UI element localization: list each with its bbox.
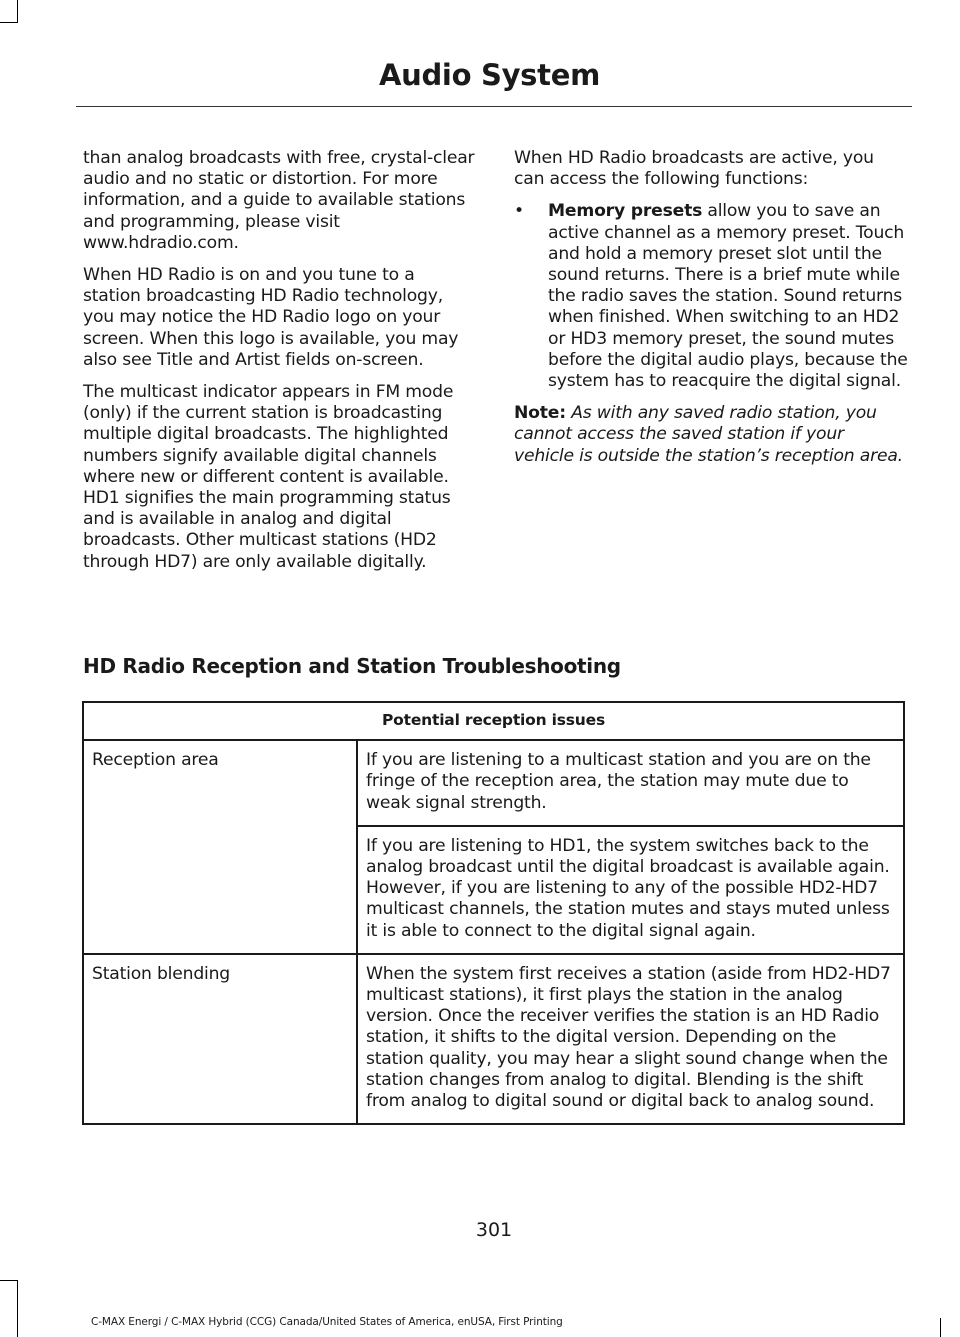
note [514, 403, 908, 467]
crop-mark-bottom-right [940, 1318, 941, 1337]
paragraph: When HD Radio is on and you tune to a station broadcasting HD Radio technology, you may notice the HD Radio logo on your screen. When this logo is available, you may also see Title and Artist fields on-screen. [83, 265, 459, 370]
table-cell-label: Reception area [83, 740, 357, 954]
table-cell-text: When the system first receives a station (aside from HD2-HD7 multicast stations), it first plays the station in the analog version. Once the receiver verifies the station is an HD Radio station, it shifts to the digital version. Depending on the station quality, you may hear a slight sound change when the station changes from analog to digital. Blending is the shift from analog to digital sound or digital back to analog sound. [357, 954, 904, 1124]
paragraph: When HD Radio broadcasts are active, you can access the following functions: [514, 148, 874, 190]
reception-table [82, 701, 905, 1125]
left-column [83, 148, 475, 584]
table-cell-text: If you are listening to HD1, the system switches back to the analog broadcast until the digital broadcast is available again. However, if you are listening to any of the possible HD2-HD7 multicast channels, the station mutes and stays muted unless it is able to connect to the digital signal again. [357, 826, 904, 954]
crop-mark-top-left [0, 22, 17, 23]
right-column [514, 148, 908, 478]
section-heading: HD Radio Reception and Station Troubleshooting [83, 654, 621, 678]
note-text: As with any saved radio station, you cannot access the saved station if your vehicle is outside the station’s reception area. [514, 403, 903, 466]
page-number: 301 [475, 1219, 513, 1241]
paragraph: The multicast indicator appears in FM mode (only) if the current station is broadcasting multiple digital broadcasts. The highlighted numbers signify available digital channels where new or different content is available. HD1 signifies the main programming status and is available in analog and digital broadcasts. Other multicast stations (HD2 through HD7) are only available digitally. [83, 382, 454, 572]
header-rule [76, 106, 912, 107]
page-title: Audio System [378, 58, 600, 92]
bullet-term: Memory presets [548, 201, 703, 222]
table-cell-label: Station blending [83, 954, 357, 1124]
paragraph: than analog broadcasts with free, crystal-clear audio and no static or distortion. For more information, and a guide to available stations and programming, please visit www.hdradio.com. [83, 148, 475, 253]
bullet-body: allow you to save an active channel as a memory preset. Touch and hold a memory preset slot until the sound returns. There is a brief mute while the radio saves the station. Sound returns when finished. When switching to an HD2 or HD3 memory preset, the sound mutes before the digital audio plays, because the system has to reacquire the digital signal. [548, 201, 908, 392]
table-header-row [83, 702, 904, 740]
bullet-text [548, 201, 908, 392]
crop-mark-bottom-left [0, 1280, 17, 1281]
table-header: Potential reception issues [83, 702, 904, 740]
bullet-item [514, 201, 908, 392]
crop-mark-top-left [17, 0, 18, 23]
crop-mark-bottom-left [17, 1280, 18, 1337]
table-row [83, 740, 904, 826]
table-cell-text: If you are listening to a multicast station and you are on the fringe of the reception area, the station may mute due to weak signal strength. [357, 740, 904, 826]
bullet-mark: • [514, 201, 524, 222]
table-row [83, 954, 904, 1124]
note-label: Note: [514, 403, 566, 424]
footer-edition: C-MAX Energi / C-MAX Hybrid (CCG) Canada/United States of America, enUSA, First Printing [91, 1316, 563, 1328]
